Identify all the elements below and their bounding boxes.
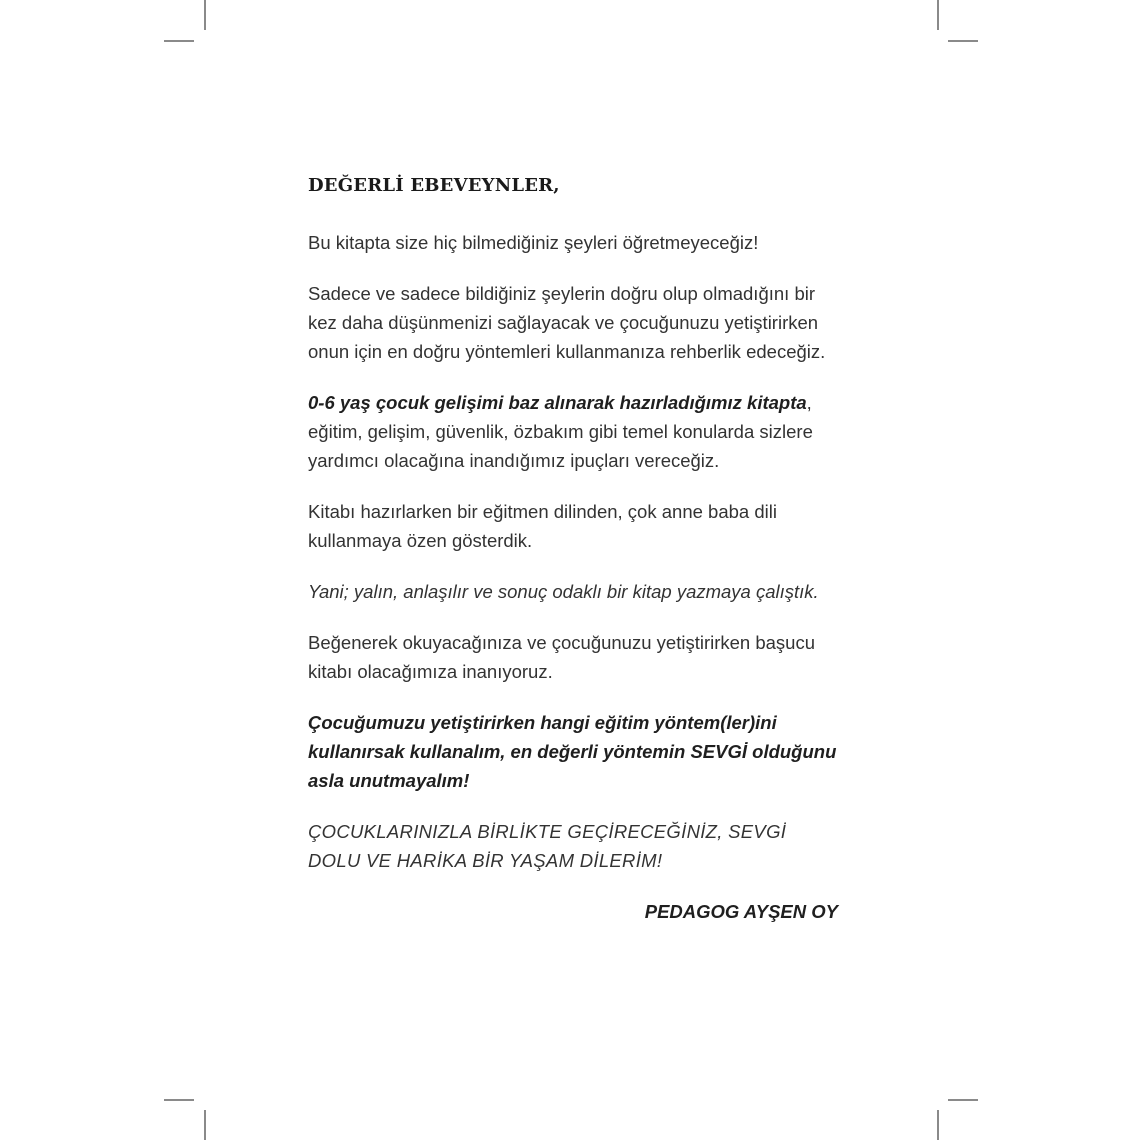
crop-mark-bottom-left-vertical	[204, 1110, 206, 1140]
letter-page	[308, 175, 838, 948]
paragraph-intro: Bu kitapta size hiç bilmediğiniz şeyleri öğretmeyeceğiz!	[308, 232, 759, 253]
paragraph-wishes: ÇOCUKLARINIZLA BİRLİKTE GEÇİRECEĞİNİZ, SEVGİ DOLU VE HARİKA BİR YAŞAM DİLERİM!	[308, 821, 787, 871]
crop-mark-top-left-vertical	[204, 0, 206, 30]
paragraph-style: Yani; yalın, anlaşılır ve sonuç odaklı bir kitap yazmaya çalıştık.	[308, 581, 819, 602]
crop-mark-top-left-horizontal	[164, 40, 194, 42]
paragraph-purpose: Sadece ve sadece bildiğiniz şeylerin doğru olup olmadığını bir kez daha düşünmenizi sağlayacak ve çocuğunuzu yetiştirirken onun için en doğru yöntemleri kullanmanıza rehberlik edeceğiz.	[308, 283, 826, 362]
paragraph-love-message: Çocuğumuzu yetiştirirken hangi eğitim yöntem(ler)ini kullanırsak kullanalım, en değerli yöntemin SEVGİ olduğunu asla unutmayalım!	[308, 712, 837, 791]
crop-mark-bottom-right-horizontal	[948, 1099, 978, 1101]
crop-mark-top-right-horizontal	[948, 40, 978, 42]
letter-heading: DEĞERLİ EBEVEYNLER,	[308, 175, 560, 196]
crop-mark-bottom-left-horizontal	[164, 1099, 194, 1101]
paragraph-scope-emphasis: 0-6 yaş çocuk gelişimi baz alınarak hazırladığımız kitapta	[308, 392, 807, 413]
crop-mark-bottom-right-vertical	[937, 1110, 939, 1140]
signature: PEDAGOG AYŞEN OY	[644, 901, 838, 922]
paragraph-language: Kitabı hazırlarken bir eğitmen dilinden, çok anne baba dili kullanmaya özen gösterdik.	[308, 501, 777, 551]
paragraph-scope	[308, 388, 838, 475]
crop-mark-top-right-vertical	[937, 0, 939, 30]
paragraph-scope-rest: , eğitim, gelişim, güvenlik, özbakım gibi temel konularda sizlere yardımcı olacağına inandığımız ipuçları vereceğiz.	[308, 392, 813, 471]
paragraph-belief: Beğenerek okuyacağınıza ve çocuğunuzu yetiştirirken başucu kitabı olacağımıza inanıyoruz.	[308, 632, 815, 682]
